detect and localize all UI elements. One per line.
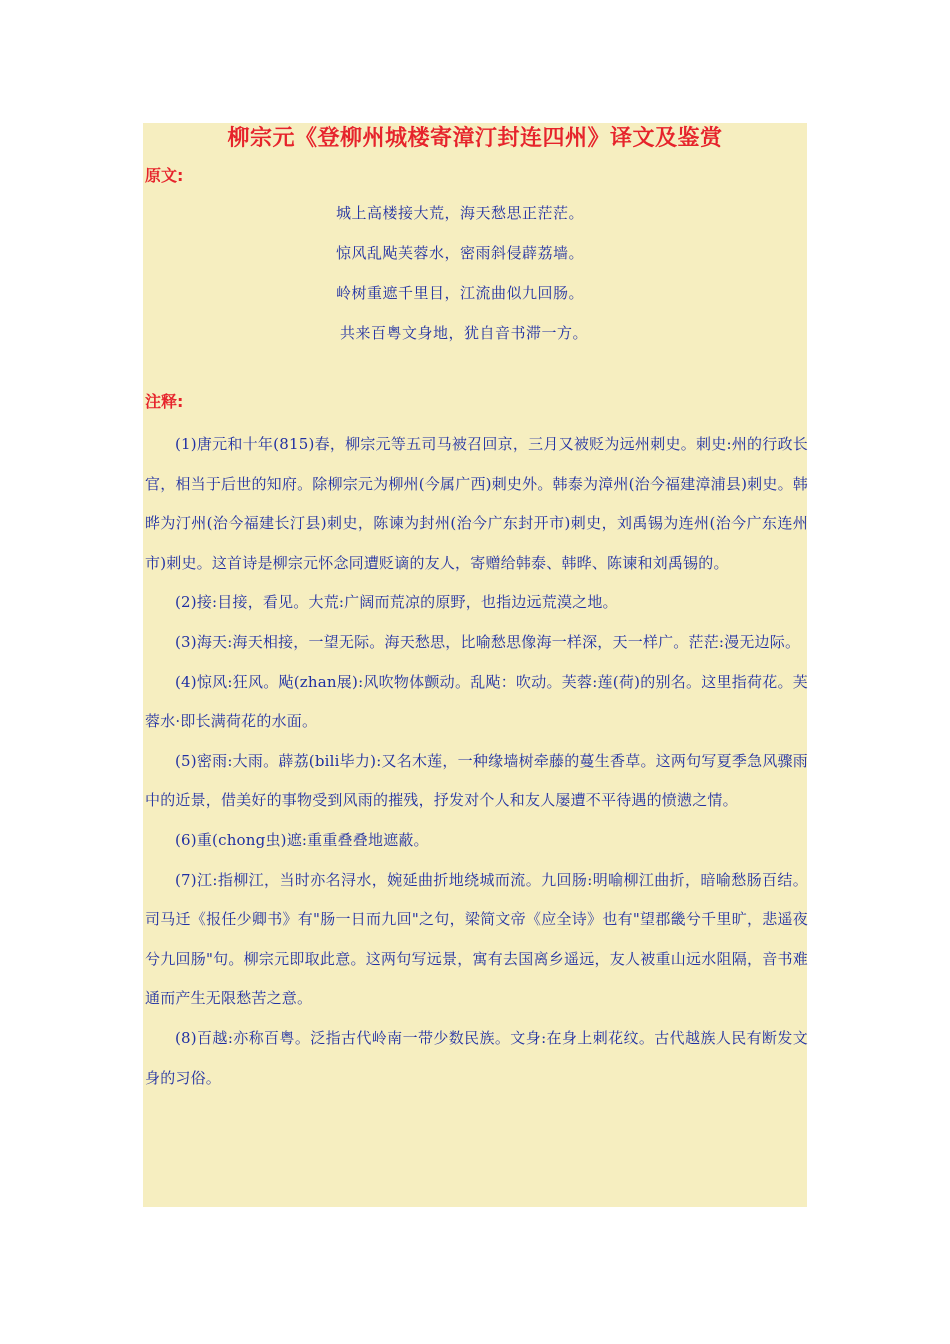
note-item: (5)密雨:大雨。薜荔(bili毕力):又名木莲，一种缘墙树牵藤的蔓生香草。这两句写夏季急风骤雨中的近景，借美好的事物受到风雨的摧残，抒发对个人和友人屡遭不平待遇的愤懑之情。 (145, 751, 808, 810)
note-item: (3)海天:海天相接，一望无际。海天愁思，比喻愁思像海一样深，天一样广。茫茫:漫无边际。 (175, 632, 801, 651)
original-text-heading: 原文: (145, 166, 184, 185)
note-item: (7)江:指柳江，当时亦名浔水，婉延曲折地绕城而流。九回肠:明喻柳江曲折，暗喻愁肠百结。司马迁《报任少卿书》有"肠一日而九回"之句，梁简文帝《应全诗》也有"望郡畿兮千里旷，悲遥夜兮九回肠"句。柳宗元即取此意。这两句写远景，寓有去国离乡遥远，友人被重山远水阻隔，音书难通而产生无限愁苦之意。 (145, 870, 808, 1008)
note-item: (8)百越:亦称百粤。泛指古代岭南一带少数民族。文身:在身上刺花纹。古代越族人民有断发文身的习俗。 (145, 1028, 808, 1087)
poem-line: 岭树重遮千里目，江流曲似九回肠。 (336, 284, 585, 302)
note-item: (2)接:目接，看见。大荒:广阔而荒凉的原野，也指边远荒漠之地。 (175, 593, 618, 612)
poem-line: 共来百粤文身地，犹自音书滞一方。 (340, 324, 589, 342)
note-item: (4)惊风:狂风。飐(zhan展):风吹物体颤动。乱飐：吹动。芙蓉:莲(荷)的别名。这里指荷花。芙蓉水·即长满荷花的水面。 (145, 672, 808, 731)
page-title: 柳宗元《登柳州城楼寄漳汀封连四州》译文及鉴赏 (227, 126, 723, 151)
poem-line: 惊风乱飐芙蓉水，密雨斜侵薜荔墙。 (336, 244, 585, 262)
notes-heading: 注释: (145, 392, 184, 411)
note-item: (6)重(chong虫)遮:重重叠叠地遮蔽。 (175, 830, 429, 849)
poem-line: 城上高楼接大荒，海天愁思正茫茫。 (336, 204, 585, 222)
note-item: (1)唐元和十年(815)春，柳宗元等五司马被召回京，三月又被贬为远州刺史。刺史:州的行政长官，相当于后世的知府。除柳宗元为柳州(今属广西)刺史外。韩泰为漳州(治今福建漳浦县)刺史。韩晔为汀州(治今福建长汀县)刺史，陈谏为封州(治今广东封开市)刺史，刘禹锡为连州(治今广东连州市)刺史。这首诗是柳宗元怀念同遭贬谪的友人，寄赠给韩泰、韩晔、陈谏和刘禹锡的。 (145, 435, 808, 572)
notes-list (145, 425, 808, 1098)
